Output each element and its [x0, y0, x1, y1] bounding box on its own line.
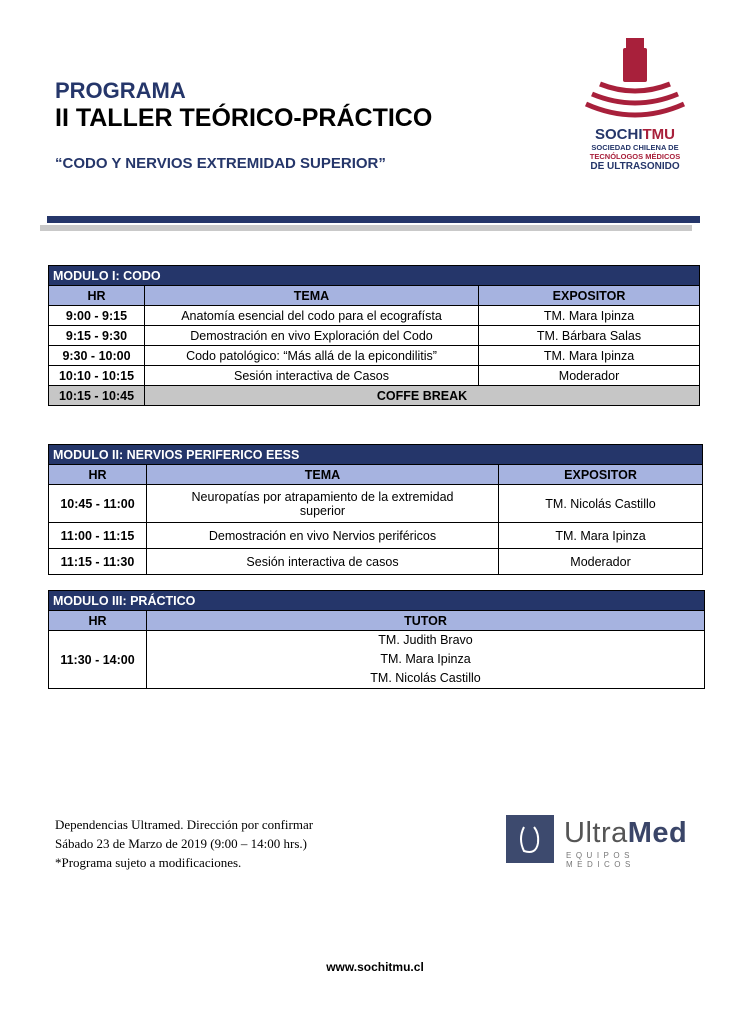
- sochitmu-name-b: TMU: [642, 126, 675, 143]
- topic-cell: Neuropatías por atrapamiento de la extremidad superior: [147, 485, 499, 523]
- sochitmu-line3: DE ULTRASONIDO: [590, 161, 680, 172]
- event-details: [55, 815, 313, 872]
- time-cell: 11:15 - 11:30: [49, 549, 147, 575]
- speaker-cell: Moderador: [499, 549, 703, 575]
- break-label: COFFE BREAK: [145, 386, 700, 406]
- header-expositor: EXPOSITOR: [479, 286, 700, 306]
- time-cell: 11:30 - 14:00: [49, 631, 147, 689]
- speaker-cell: TM. Mara Ipinza: [479, 306, 700, 326]
- module2-title: MODULO II: NERVIOS PERIFERICO EESS: [49, 445, 703, 465]
- time-cell: 9:15 - 9:30: [49, 326, 145, 346]
- header-expositor: EXPOSITOR: [499, 465, 703, 485]
- tutor-name: TM. Judith Bravo: [378, 633, 473, 647]
- topic-cell: Sesión interactiva de Casos: [145, 366, 479, 386]
- table-row: [49, 306, 700, 326]
- ultrasound-probe-icon: [580, 36, 690, 126]
- topic-cell: Codo patológico: “Más allá de la epicondilitis”: [145, 346, 479, 366]
- speaker-cell: TM. Mara Ipinza: [479, 346, 700, 366]
- time-cell: 10:45 - 11:00: [49, 485, 147, 523]
- header-tema: TEMA: [147, 465, 499, 485]
- sochitmu-logo: [580, 36, 690, 176]
- website-url: www.sochitmu.cl: [326, 960, 424, 974]
- table-row: [49, 346, 700, 366]
- time-cell: 9:00 - 9:15: [49, 306, 145, 326]
- disclaimer-line: *Programa sujeto a modificaciones.: [55, 855, 242, 870]
- time-cell: 10:10 - 10:15: [49, 366, 145, 386]
- module1-title: MODULO I: CODO: [49, 266, 700, 286]
- module3-table: [48, 590, 705, 689]
- time-cell: 9:30 - 10:00: [49, 346, 145, 366]
- table-row: [49, 366, 700, 386]
- module3-title: MODULO III: PRÁCTICO: [49, 591, 705, 611]
- ultramed-emblem-icon: [506, 815, 554, 863]
- time-cell: 11:00 - 11:15: [49, 523, 147, 549]
- ultramed-logo: [506, 815, 706, 869]
- date-line: Sábado 23 de Marzo de 2019 (9:00 – 14:00 hrs.): [55, 836, 308, 851]
- break-row: [49, 386, 700, 406]
- divider-blue: [47, 216, 700, 223]
- sochitmu-line1: SOCIEDAD CHILENA DE: [591, 143, 679, 152]
- venue-line: Dependencias Ultramed. Dirección por confirmar: [55, 817, 314, 832]
- table-row: [49, 549, 703, 575]
- topic-cell: Demostración en vivo Exploración del Codo: [145, 326, 479, 346]
- speaker-cell: TM. Mara Ipinza: [499, 523, 703, 549]
- speaker-cell: TM. Nicolás Castillo: [499, 485, 703, 523]
- program-label: PROGRAMA: [55, 78, 186, 103]
- time-cell: 10:15 - 10:45: [49, 386, 145, 406]
- workshop-title: II TALLER TEÓRICO-PRÁCTICO: [55, 104, 433, 132]
- tutor-cell: [147, 631, 705, 689]
- workshop-subtitle: “CODO Y NERVIOS EXTREMIDAD SUPERIOR”: [55, 155, 386, 172]
- header-hr: HR: [49, 611, 147, 631]
- ultramed-name-a: Ultra: [564, 817, 628, 849]
- table-row: [49, 631, 705, 689]
- topic-cell: Demostración en vivo Nervios periféricos: [147, 523, 499, 549]
- header-tema: TEMA: [145, 286, 479, 306]
- divider-gray: [40, 225, 692, 231]
- header-hr: HR: [49, 286, 145, 306]
- ultramed-subtitle: EQUIPOS MEDICOS: [566, 851, 635, 869]
- table-row: [49, 485, 703, 523]
- speaker-cell: TM. Bárbara Salas: [479, 326, 700, 346]
- sochitmu-name-a: SOCHI: [594, 126, 643, 143]
- header-hr: HR: [49, 465, 147, 485]
- topic-cell: Anatomía esencial del codo para el ecografísta: [145, 306, 479, 326]
- topic-cell: Sesión interactiva de casos: [147, 549, 499, 575]
- tutor-name: TM. Mara Ipinza: [380, 652, 471, 666]
- header-tutor: TUTOR: [147, 611, 705, 631]
- speaker-cell: Moderador: [479, 366, 700, 386]
- ultramed-name-b: Med: [627, 817, 688, 849]
- sochitmu-line2: TECNÓLOGOS MÉDICOS: [589, 152, 681, 161]
- tutor-name: TM. Nicolás Castillo: [370, 671, 481, 685]
- table-row: [49, 326, 700, 346]
- table-row: [49, 523, 703, 549]
- module2-table: [48, 444, 703, 575]
- module1-table: [48, 265, 700, 406]
